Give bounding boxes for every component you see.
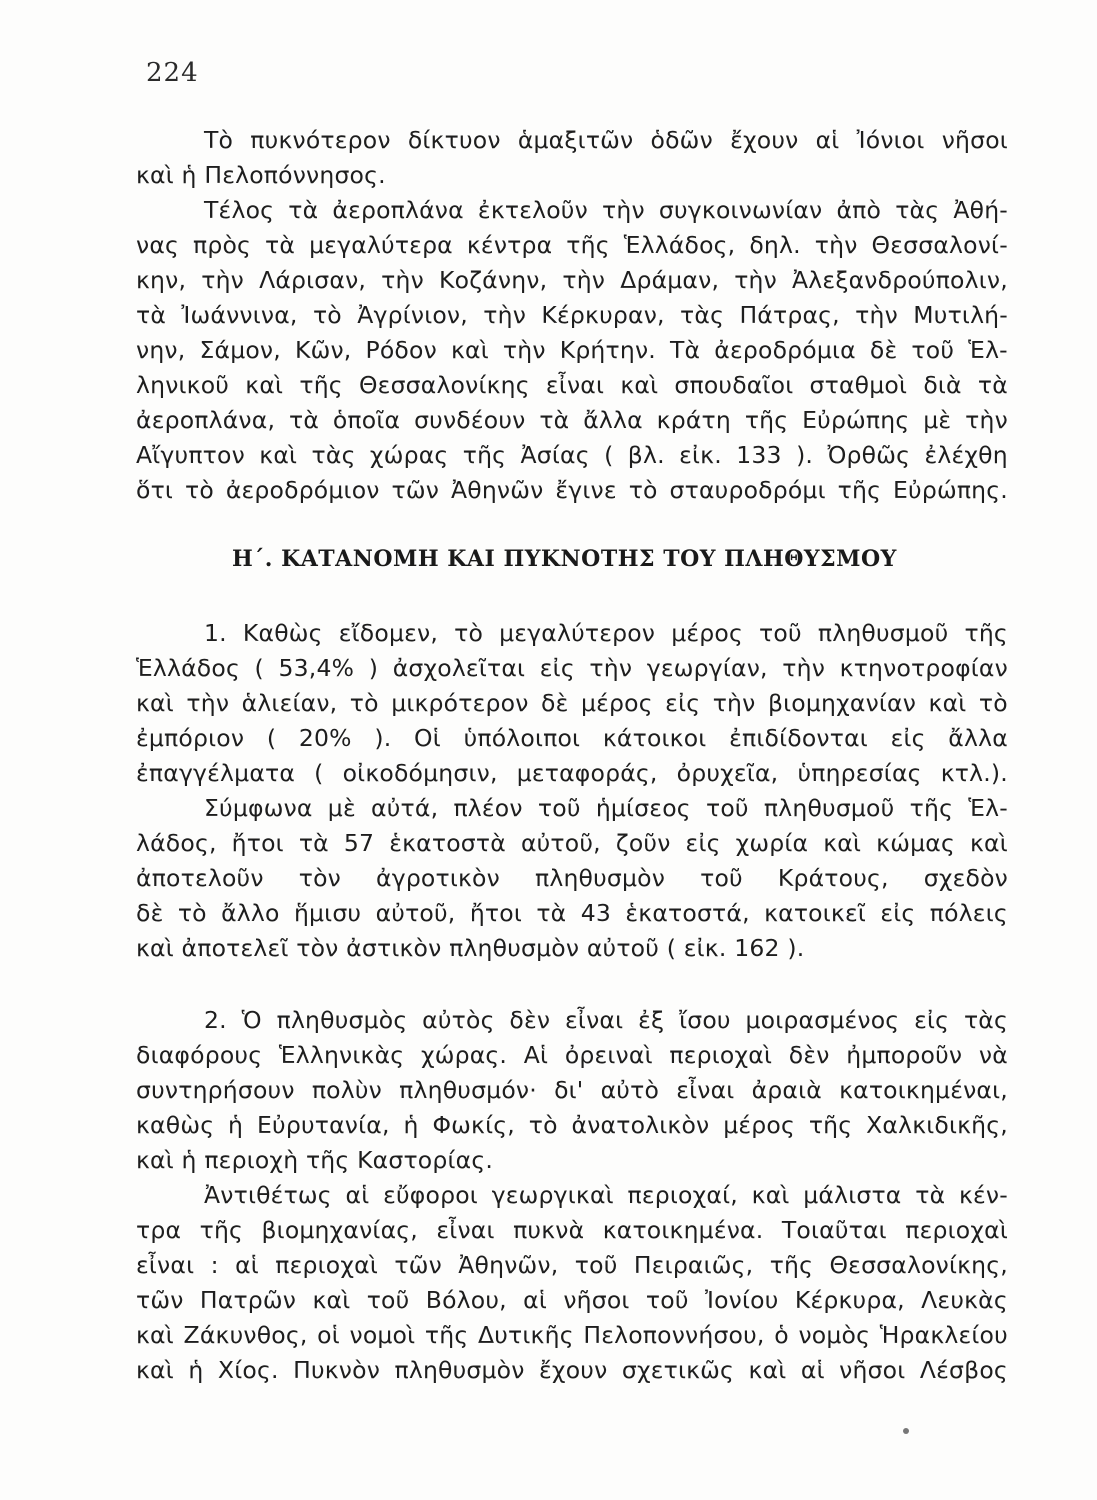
text-line: τρα τῆς βιομηχανίας, εἶναι πυκνὰ κατοικημένα. Τοιαῦται περιοχαὶ [136,1216,1008,1244]
text-block-population [136,616,1008,966]
text-line: Ἀντιθέτως αἱ εὔφοροι γεωργικαὶ περιοχαί, καὶ μάλιστα τὰ κέν- [204,1181,1008,1209]
text-line: διαφόρους Ἑλληνικὰς χώρας. Αἱ ὀρειναὶ περιοχαὶ δὲν ἠμποροῦν νὰ [136,1041,1008,1069]
text-line: 2. Ὁ πληθυσμὸς αὐτὸς δὲν εἶναι ἐξ ἴσου μοιρασμένος εἰς τὰς [204,1006,1008,1034]
text-line: καὶ Ζάκυνθος, οἱ νομοὶ τῆς Δυτικῆς Πελοποννήσου, ὁ νομὸς Ἡρακλείου [136,1321,1008,1349]
text-line: δὲ τὸ ἄλλο ἥμισυ αὐτοῦ, ἤτοι τὰ 43 ἑκατοστά, κατοικεῖ εἰς πόλεις [136,899,1008,927]
text-line: ἀεροπλάνα, τὰ ὁποῖα συνδέουν τὰ ἄλλα κράτη τῆς Εὐρώπης μὲ τὴν [136,406,1008,434]
text-line: εἶναι : αἱ περιοχαὶ τῶν Ἀθηνῶν, τοῦ Πειραιῶς, τῆς Θεσσαλονίκης, [136,1251,1008,1279]
text-line: καθὼς ἡ Εὐρυτανία, ἡ Φωκίς, τὸ ἀνατολικὸν μέρος τῆς Χαλκιδικῆς, [136,1111,1008,1139]
text-line: νην, Σάμον, Κῶν, Ρόδον καὶ τὴν Κρήτην. Τὰ ἀεροδρόμια δὲ τοῦ Ἑλ- [136,336,1008,364]
text-line: Ἑλλάδος ( 53,4% ) ἀσχολεῖται εἰς τὴν γεωργίαν, τὴν κτηνοτροφίαν [136,654,1008,682]
text-line: καὶ ἡ Χίος. Πυκνὸν πληθυσμὸν ἔχουν σχετικῶς καὶ αἱ νῆσοι Λέσβος [136,1356,1008,1384]
text-line: καὶ τὴν ἁλιείαν, τὸ μικρότερον δὲ μέρος εἰς τὴν βιομηχανίαν καὶ τὸ [136,689,1008,717]
text-line: κην, τὴν Λάρισαν, τὴν Κοζάνην, τὴν Δράμαν, τὴν Ἀλεξανδρούπολιν, [136,266,1008,294]
print-speck [903,1428,909,1434]
text-line: τῶν Πατρῶν καὶ τοῦ Βόλου, αἱ νῆσοι τοῦ Ἰονίου Κέρκυρα, Λευκὰς [136,1286,1008,1314]
text-line: Σύμφωνα μὲ αὐτά, πλέον τοῦ ἡμίσεος τοῦ πληθυσμοῦ τῆς Ἑλ- [204,794,1008,822]
text-line: νας πρὸς τὰ μεγαλύτερα κέντρα τῆς Ἑλλάδος, δηλ. τὴν Θεσσαλονί- [136,231,1008,259]
text-line: Αἴγυπτον καὶ τὰς χώρας τῆς Ἀσίας ( βλ. εἰκ. 133 ). Ὀρθῶς ἐλέχθη [136,441,1008,469]
text-line: καὶ ἡ περιοχὴ τῆς Καστορίας. [136,1146,494,1174]
text-line: καὶ ἀποτελεῖ τὸν ἀστικὸν πληθυσμὸν αὐτοῦ ( εἰκ. 162 ). [136,934,805,962]
text-line: Τὸ πυκνότερον δίκτυον ἁμαξιτῶν ὁδῶν ἔχουν αἱ Ἰόνιοι νῆσοι [204,126,1008,154]
text-block-density [136,1003,1008,1388]
section-heading: Η΄. ΚΑΤΑΝΟΜΗ ΚΑΙ ΠΥΚΝΟΤΗΣ ΤΟΥ ΠΛΗΘΥΣΜΟΥ [232,546,897,572]
text-line: ληνικοῦ καὶ τῆς Θεσσαλονίκης εἶναι καὶ σπουδαῖοι σταθμοὶ διὰ τὰ [136,371,1008,399]
text-line: 1. Καθὼς εἴδομεν, τὸ μεγαλύτερον μέρος τοῦ πληθυσμοῦ τῆς [204,619,1008,647]
page-number: 224 [146,58,199,88]
text-line: ἐμπόριον ( 20% ). Οἱ ὑπόλοιποι κάτοικοι ἐπιδίδονται εἰς ἄλλα [136,724,1008,752]
text-line: συντηρήσουν πολὺν πληθυσμόν· δι' αὐτὸ εἶναι ἀραιὰ κατοικημέναι, [136,1076,1008,1104]
text-line: Τέλος τὰ ἀεροπλάνα ἐκτελοῦν τὴν συγκοινωνίαν ἀπὸ τὰς Ἀθή- [204,196,1008,224]
text-line: ἐπαγγέλματα ( οἰκοδόμησιν, μεταφοράς, ὀρυχεῖα, ὑπηρεσίας κτλ.). [136,759,1008,787]
text-line: καὶ ἡ Πελοπόννησος. [136,161,386,189]
text-line: λάδος, ἤτοι τὰ 57 ἑκατοστὰ αὐτοῦ, ζοῦν εἰς χωρία καὶ κώμας καὶ [136,829,1008,857]
text-block-transport [136,123,1008,508]
text-line: ὅτι τὸ ἀεροδρόμιον τῶν Ἀθηνῶν ἔγινε τὸ σταυροδρόμι τῆς Εὐρώπης. [136,476,1008,504]
text-line: ἀποτελοῦν τὸν ἀγροτικὸν πληθυσμὸν τοῦ Κράτους, σχεδὸν [136,864,1008,892]
text-line: τὰ Ἰωάννινα, τὸ Ἀγρίνιον, τὴν Κέρκυραν, τὰς Πάτρας, τὴν Μυτιλή- [136,301,1008,329]
